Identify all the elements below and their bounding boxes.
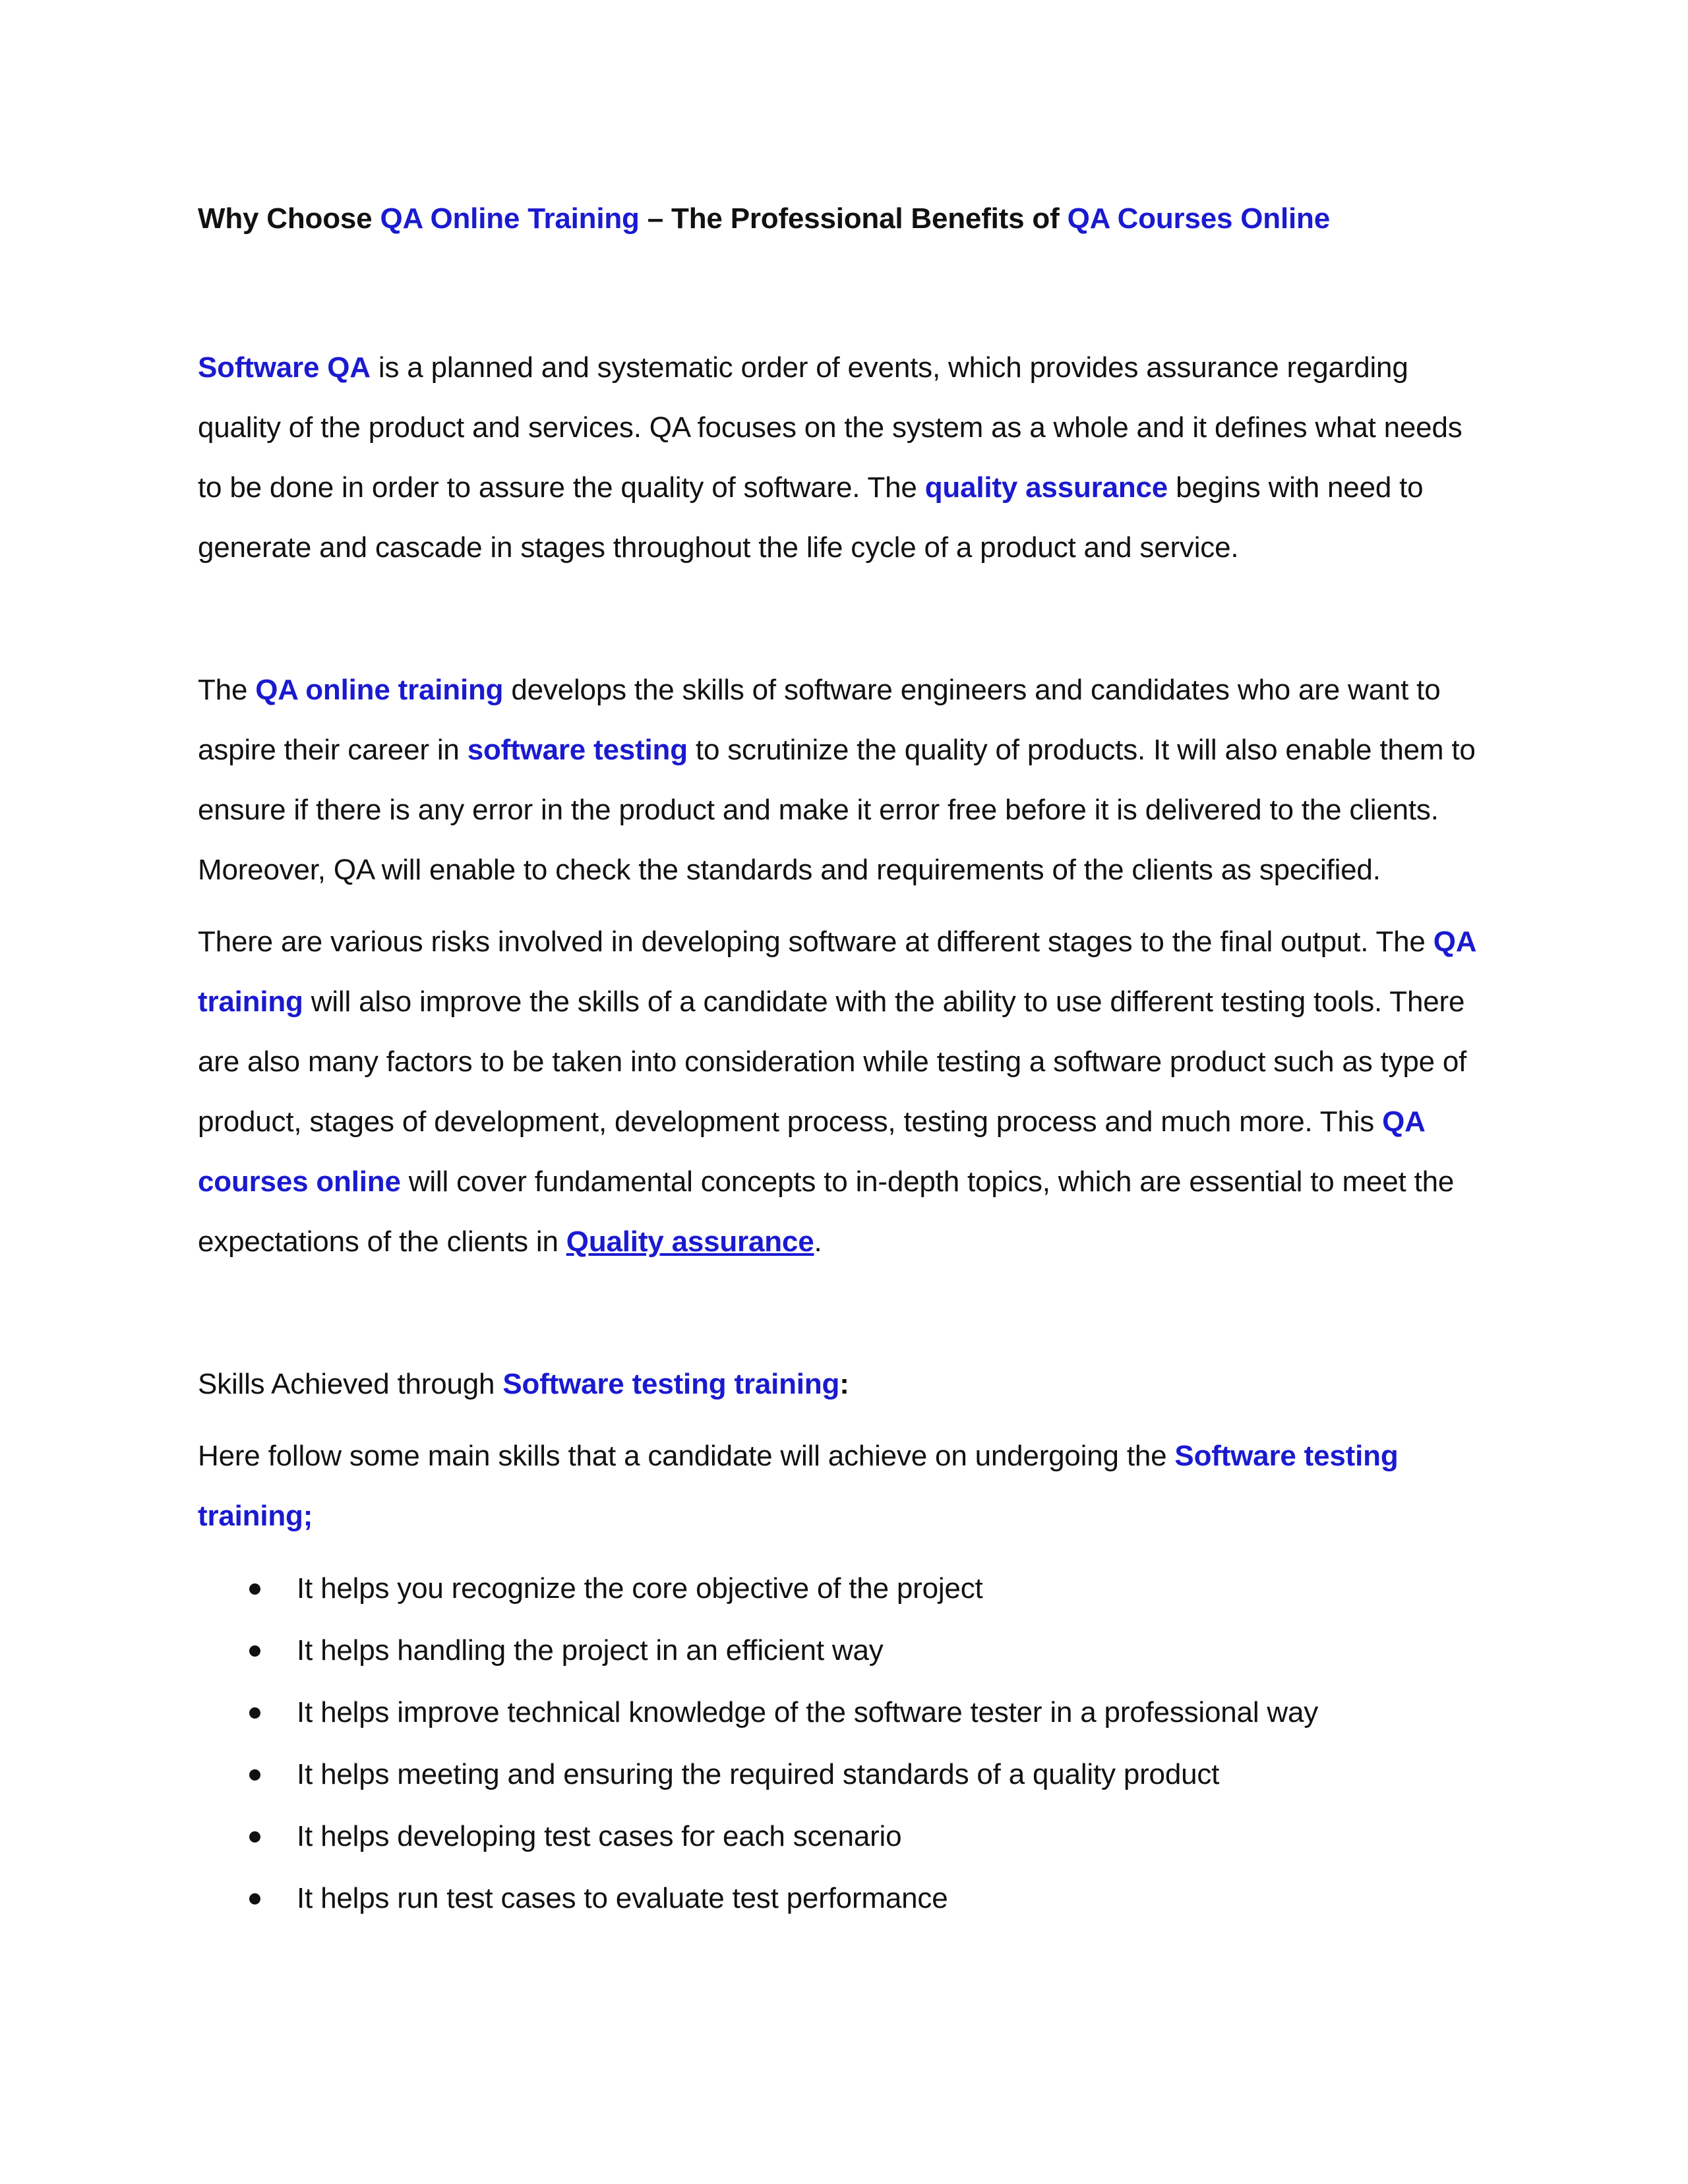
bullet-icon	[249, 1893, 260, 1904]
list-item-text: It helps you recognize the core objective of the project	[297, 1572, 983, 1605]
skills-list	[198, 1558, 1490, 1930]
link-qa-training[interactable]: QA training	[198, 926, 1476, 1018]
paragraph-text: is a planned and systematic order of events, which provides assurance regarding quality of the product and services. QA focuses on the system as a whole and it defines what needs to be done in order to assure the quality of software. The	[198, 351, 1462, 504]
title-link-qa-courses-online[interactable]: QA Courses Online	[1067, 202, 1330, 235]
list-item-text: It helps developing test cases for each scenario	[297, 1820, 902, 1852]
skills-heading-colon: :	[839, 1368, 849, 1400]
list-item-text: It helps improve technical knowledge of the software tester in a professional way	[297, 1696, 1319, 1728]
bullet-icon	[249, 1583, 260, 1595]
list-item	[198, 1868, 1490, 1930]
bullet-icon	[249, 1769, 260, 1781]
skills-intro	[198, 1426, 1490, 1546]
skills-heading	[198, 1354, 1490, 1414]
bullet-icon	[249, 1707, 260, 1719]
bullet-icon	[249, 1645, 260, 1657]
paragraph-qa-online-training	[198, 660, 1490, 900]
paragraph-text: to scrutinize the quality of products. It will also enable them to ensure if there is any error in the product and make it error free before it is delivered to the clients. Moreover, QA will enable to check the standards and requirements of the clients as specified.	[198, 734, 1476, 886]
link-software-testing[interactable]: software testing	[467, 734, 688, 766]
list-item-text: It helps meeting and ensuring the required standards of a quality product	[297, 1758, 1220, 1790]
link-software-qa[interactable]: Software QA	[198, 351, 371, 384]
bullet-icon	[249, 1831, 260, 1843]
link-qa-online-training[interactable]: QA online training	[255, 674, 504, 706]
list-item	[198, 1806, 1490, 1868]
page-title	[198, 192, 1490, 245]
paragraph-software-qa	[198, 338, 1490, 577]
link-software-testing-training[interactable]: Software testing training	[502, 1368, 840, 1400]
paragraph-risks	[198, 912, 1490, 1272]
link-quality-assurance-underlined[interactable]: Quality assurance	[566, 1225, 814, 1258]
link-software-testing-training-2[interactable]: Software testing training	[198, 1440, 1399, 1532]
skills-heading-text: Skills Achieved through	[198, 1368, 503, 1400]
paragraph-text: will cover fundamental concepts to in-depth topics, which are essential to meet the expectations of the clients in	[198, 1166, 1455, 1258]
list-item	[198, 1744, 1490, 1806]
list-item-text: It helps handling the project in an efficient way	[297, 1634, 884, 1667]
skills-intro-text: Here follow some main skills that a candidate will achieve on undergoing the	[198, 1440, 1175, 1472]
list-item	[198, 1558, 1490, 1620]
paragraph-text: The	[198, 674, 256, 706]
paragraph-text: .	[814, 1225, 822, 1258]
link-quality-assurance[interactable]: quality assurance	[924, 471, 1168, 504]
paragraph-text: develops the skills of software engineers and candidates who are want to aspire their career in	[198, 674, 1441, 766]
title-text-2: – The Professional Benefits of	[639, 202, 1068, 235]
paragraph-text: There are various risks involved in developing software at different stages to the final output. The	[198, 926, 1433, 958]
skills-intro-semicolon: ;	[303, 1500, 313, 1532]
title-link-qa-online-training[interactable]: QA Online Training	[380, 202, 640, 235]
link-qa-courses-online[interactable]: QA courses online	[198, 1106, 1425, 1198]
paragraph-text: will also improve the skills of a candidate with the ability to use different testing tools. There are also many factors to be taken into consideration while testing a software product such as type of product, stages of development, development process, testing process and much more. This	[198, 986, 1467, 1138]
list-item	[198, 1682, 1490, 1744]
title-text-1: Why Choose	[198, 202, 380, 235]
list-item-text: It helps run test cases to evaluate test performance	[297, 1882, 948, 1914]
list-item	[198, 1620, 1490, 1682]
paragraph-text: begins with need to generate and cascade in stages throughout the life cycle of a product and service.	[198, 471, 1424, 564]
document-content	[198, 192, 1490, 1930]
